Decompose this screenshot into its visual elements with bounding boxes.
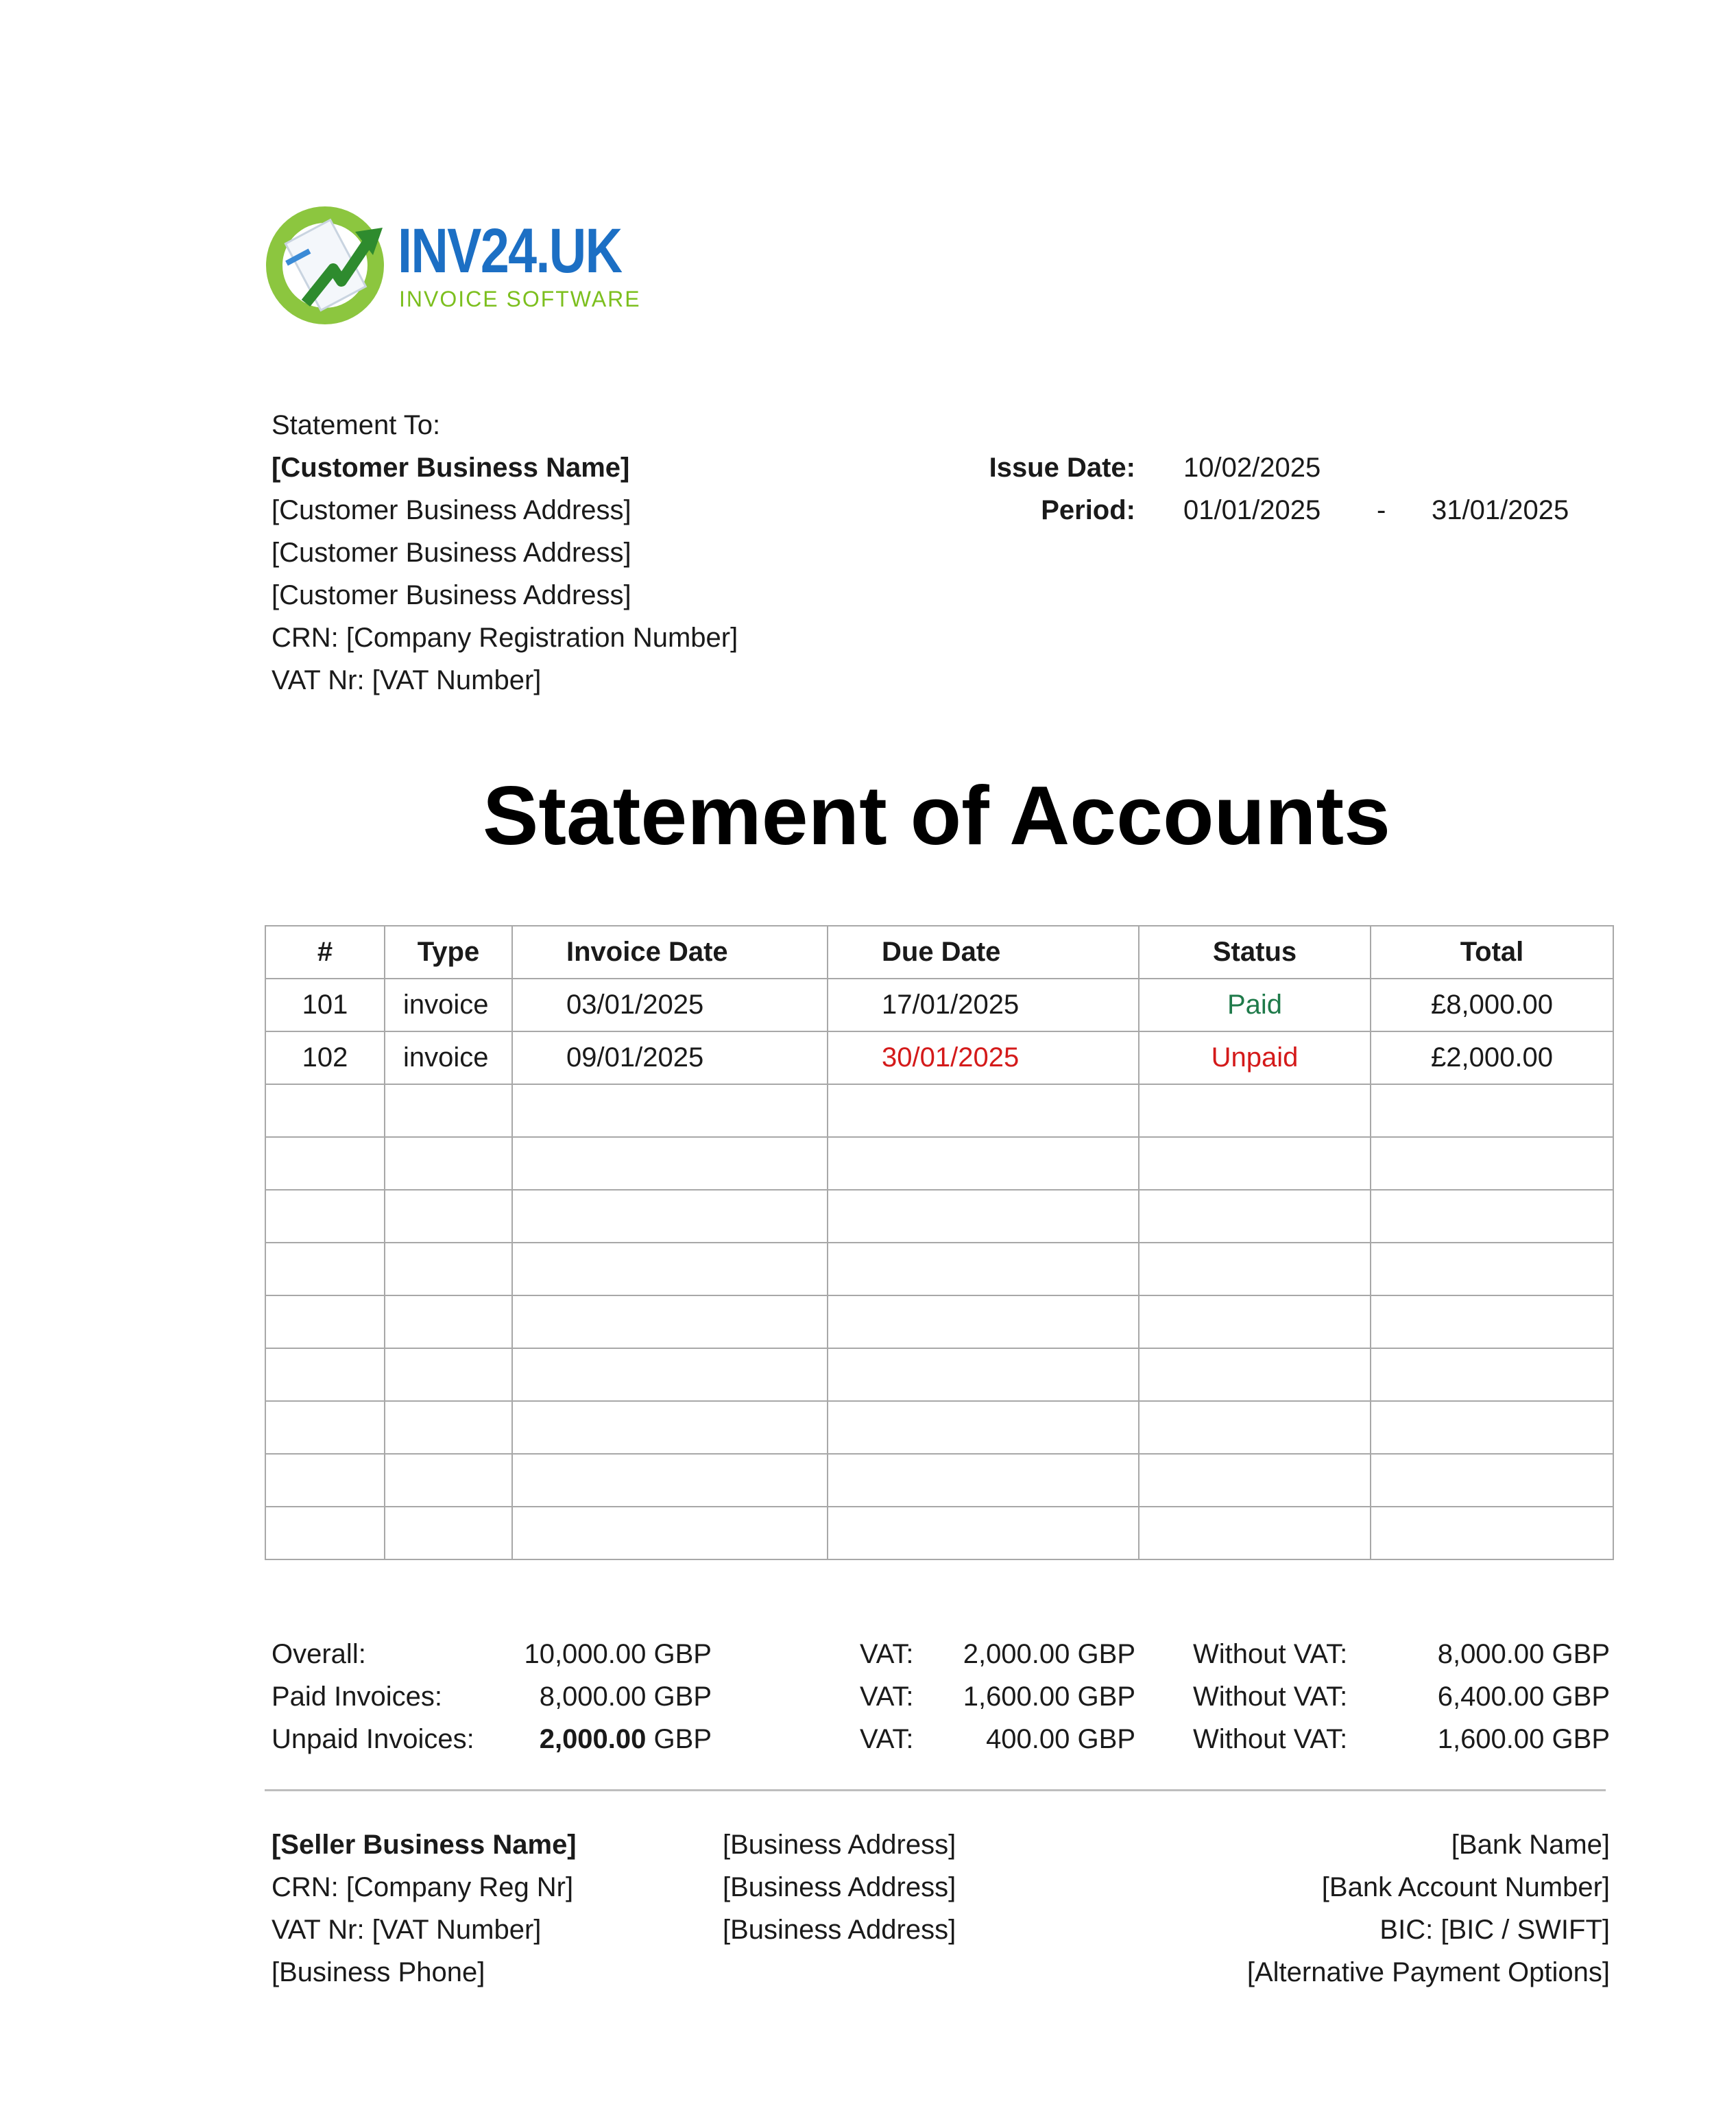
table-row-empty bbox=[265, 1243, 1613, 1295]
period-label: Period: bbox=[1041, 495, 1135, 525]
table-cell-empty bbox=[265, 1295, 385, 1348]
bank-name: [Bank Name] bbox=[1451, 1830, 1610, 1860]
issue-date: 10/02/2025 bbox=[1183, 453, 1321, 483]
customer-crn: CRN: [Company Registration Number] bbox=[272, 623, 738, 653]
table-row-empty bbox=[265, 1454, 1613, 1507]
table-row-empty bbox=[265, 1190, 1613, 1243]
period-start: 01/01/2025 bbox=[1183, 495, 1321, 525]
header-number: # bbox=[265, 926, 385, 979]
row-due-date: 17/01/2025 bbox=[828, 979, 1139, 1031]
customer-address-3: [Customer Business Address] bbox=[272, 580, 631, 610]
table-row-empty bbox=[265, 1137, 1613, 1190]
table-cell-empty bbox=[1371, 1454, 1613, 1507]
table-cell-empty bbox=[512, 1190, 828, 1243]
row-total: £8,000.00 bbox=[1371, 979, 1613, 1031]
table-cell-empty bbox=[1371, 1137, 1613, 1190]
table-row-empty bbox=[265, 1084, 1613, 1137]
table-cell-empty bbox=[828, 1084, 1139, 1137]
table-cell-empty bbox=[385, 1401, 512, 1454]
table-cell-empty bbox=[265, 1507, 385, 1559]
summary-unpaid-amount bbox=[439, 1725, 712, 1753]
period-end: 31/01/2025 bbox=[1432, 495, 1569, 525]
logo-tagline: INVOICE SOFTWARE bbox=[399, 287, 641, 311]
table-cell-empty bbox=[265, 1348, 385, 1401]
summary-overall-without-label: Without VAT: bbox=[1193, 1639, 1348, 1669]
bank-bic: BIC: [BIC / SWIFT] bbox=[1379, 1915, 1610, 1945]
table-cell-empty bbox=[385, 1243, 512, 1295]
table-cell-empty bbox=[828, 1190, 1139, 1243]
summary-paid-amount: 8,000.00 GBP bbox=[539, 1682, 712, 1712]
table-cell-empty bbox=[385, 1084, 512, 1137]
table-cell-empty bbox=[265, 1137, 385, 1190]
table-cell-empty bbox=[1371, 1507, 1613, 1559]
table-cell-empty bbox=[1371, 1348, 1613, 1401]
seller-address-1: [Business Address] bbox=[723, 1830, 956, 1860]
summary-overall-amount: 10,000.00 GBP bbox=[524, 1639, 712, 1669]
table-cell-empty bbox=[512, 1507, 828, 1559]
table-row-empty bbox=[265, 1401, 1613, 1454]
row-type: invoice bbox=[385, 1031, 512, 1084]
row-invoice-date: 09/01/2025 bbox=[512, 1031, 828, 1084]
table-cell-empty bbox=[828, 1454, 1139, 1507]
table-cell-empty bbox=[265, 1243, 385, 1295]
page-title: Statement of Accounts bbox=[482, 769, 1391, 862]
table-cell-empty bbox=[828, 1137, 1139, 1190]
summary-paid-label: Paid Invoices: bbox=[272, 1682, 443, 1712]
summary-unpaid-vat: 400.00 GBP bbox=[986, 1724, 1135, 1754]
header-type: Type bbox=[385, 926, 512, 979]
table-cell-empty bbox=[512, 1401, 828, 1454]
customer-address-1: [Customer Business Address] bbox=[272, 495, 631, 525]
statement-table bbox=[265, 925, 1614, 1560]
seller-phone: [Business Phone] bbox=[272, 1957, 485, 1987]
customer-vat: VAT Nr: [VAT Number] bbox=[272, 665, 542, 695]
bank-account-number: [Bank Account Number] bbox=[1321, 1872, 1610, 1902]
summary-paid-without-label: Without VAT: bbox=[1193, 1682, 1348, 1712]
summary-overall-without: 8,000.00 GBP bbox=[1437, 1639, 1610, 1669]
summary-unpaid-without: 1,600.00 GBP bbox=[1437, 1724, 1610, 1754]
table-cell-empty bbox=[512, 1348, 828, 1401]
summary-overall-vat-label: VAT: bbox=[860, 1639, 914, 1669]
table-cell-empty bbox=[1371, 1401, 1613, 1454]
table-cell-empty bbox=[512, 1454, 828, 1507]
summary-unpaid-label: Unpaid Invoices: bbox=[272, 1724, 474, 1754]
table-cell-empty bbox=[1139, 1401, 1371, 1454]
table-header-row bbox=[265, 926, 1613, 979]
table-cell-empty bbox=[1371, 1295, 1613, 1348]
table-row-empty bbox=[265, 1295, 1613, 1348]
table-cell-empty bbox=[385, 1190, 512, 1243]
seller-address-3: [Business Address] bbox=[723, 1915, 956, 1945]
table-row bbox=[265, 979, 1613, 1031]
table-row-empty bbox=[265, 1507, 1613, 1559]
table-cell-empty bbox=[512, 1295, 828, 1348]
seller-crn: CRN: [Company Reg Nr] bbox=[272, 1872, 574, 1902]
header-total: Total bbox=[1371, 926, 1613, 979]
alternative-payment-options: [Alternative Payment Options] bbox=[1246, 1957, 1610, 1987]
table-cell-empty bbox=[385, 1295, 512, 1348]
summary-paid-vat: 1,600.00 GBP bbox=[963, 1682, 1135, 1712]
table-cell-empty bbox=[1139, 1348, 1371, 1401]
seller-address-2: [Business Address] bbox=[723, 1872, 956, 1902]
table-cell-empty bbox=[265, 1401, 385, 1454]
summary-unpaid-vat-label: VAT: bbox=[860, 1724, 914, 1754]
table-cell-empty bbox=[385, 1348, 512, 1401]
summary-unpaid-amount-value: 2,000.00 bbox=[539, 1724, 647, 1754]
footer-divider bbox=[265, 1789, 1606, 1791]
table-cell-empty bbox=[828, 1295, 1139, 1348]
row-number: 102 bbox=[265, 1031, 385, 1084]
table-cell-empty bbox=[1371, 1243, 1613, 1295]
table-cell-empty bbox=[265, 1084, 385, 1137]
customer-name: [Customer Business Name] bbox=[272, 453, 630, 483]
table-cell-empty bbox=[1139, 1137, 1371, 1190]
summary-unpaid-amount-unit: GBP bbox=[646, 1724, 712, 1754]
row-invoice-date: 03/01/2025 bbox=[512, 979, 828, 1031]
row-number: 101 bbox=[265, 979, 385, 1031]
summary-overall-label: Overall: bbox=[272, 1639, 366, 1669]
seller-vat: VAT Nr: [VAT Number] bbox=[272, 1915, 542, 1945]
table-cell-empty bbox=[1139, 1507, 1371, 1559]
table-cell-empty bbox=[828, 1348, 1139, 1401]
table-row-empty bbox=[265, 1348, 1613, 1401]
summary-paid-without: 6,400.00 GBP bbox=[1437, 1682, 1610, 1712]
header-invoice-date: Invoice Date bbox=[512, 926, 828, 979]
summary-paid-vat-label: VAT: bbox=[860, 1682, 914, 1712]
logo-brand: INV24.UK bbox=[398, 216, 622, 286]
header-due-date: Due Date bbox=[828, 926, 1139, 979]
table-cell-empty bbox=[1139, 1243, 1371, 1295]
table-cell-empty bbox=[1371, 1084, 1613, 1137]
row-total: £2,000.00 bbox=[1371, 1031, 1613, 1084]
table-cell-empty bbox=[828, 1401, 1139, 1454]
seller-name: [Seller Business Name] bbox=[272, 1830, 577, 1860]
table-cell-empty bbox=[1139, 1295, 1371, 1348]
row-status-paid: Paid bbox=[1139, 979, 1371, 1031]
table-cell-empty bbox=[265, 1454, 385, 1507]
customer-address-2: [Customer Business Address] bbox=[272, 538, 631, 568]
table-cell-empty bbox=[512, 1084, 828, 1137]
table-cell-empty bbox=[385, 1454, 512, 1507]
row-type: invoice bbox=[385, 979, 512, 1031]
table-cell-empty bbox=[828, 1507, 1139, 1559]
table-cell-empty bbox=[385, 1507, 512, 1559]
table-cell-empty bbox=[385, 1137, 512, 1190]
issue-date-label: Issue Date: bbox=[989, 453, 1135, 483]
table-cell-empty bbox=[828, 1243, 1139, 1295]
header-status: Status bbox=[1139, 926, 1371, 979]
table-cell-empty bbox=[265, 1190, 385, 1243]
table-row bbox=[265, 1031, 1613, 1084]
summary-overall-vat: 2,000.00 GBP bbox=[963, 1639, 1135, 1669]
period-separator: - bbox=[1377, 495, 1386, 525]
table-cell-empty bbox=[1139, 1190, 1371, 1243]
table-cell-empty bbox=[512, 1137, 828, 1190]
table-cell-empty bbox=[1139, 1084, 1371, 1137]
statement-to-label: Statement To: bbox=[272, 410, 441, 440]
table-cell-empty bbox=[1371, 1190, 1613, 1243]
row-due-date-overdue: 30/01/2025 bbox=[828, 1031, 1139, 1084]
summary-unpaid-without-label: Without VAT: bbox=[1193, 1724, 1348, 1754]
row-status-unpaid: Unpaid bbox=[1139, 1031, 1371, 1084]
table-cell-empty bbox=[1139, 1454, 1371, 1507]
table-cell-empty bbox=[512, 1243, 828, 1295]
